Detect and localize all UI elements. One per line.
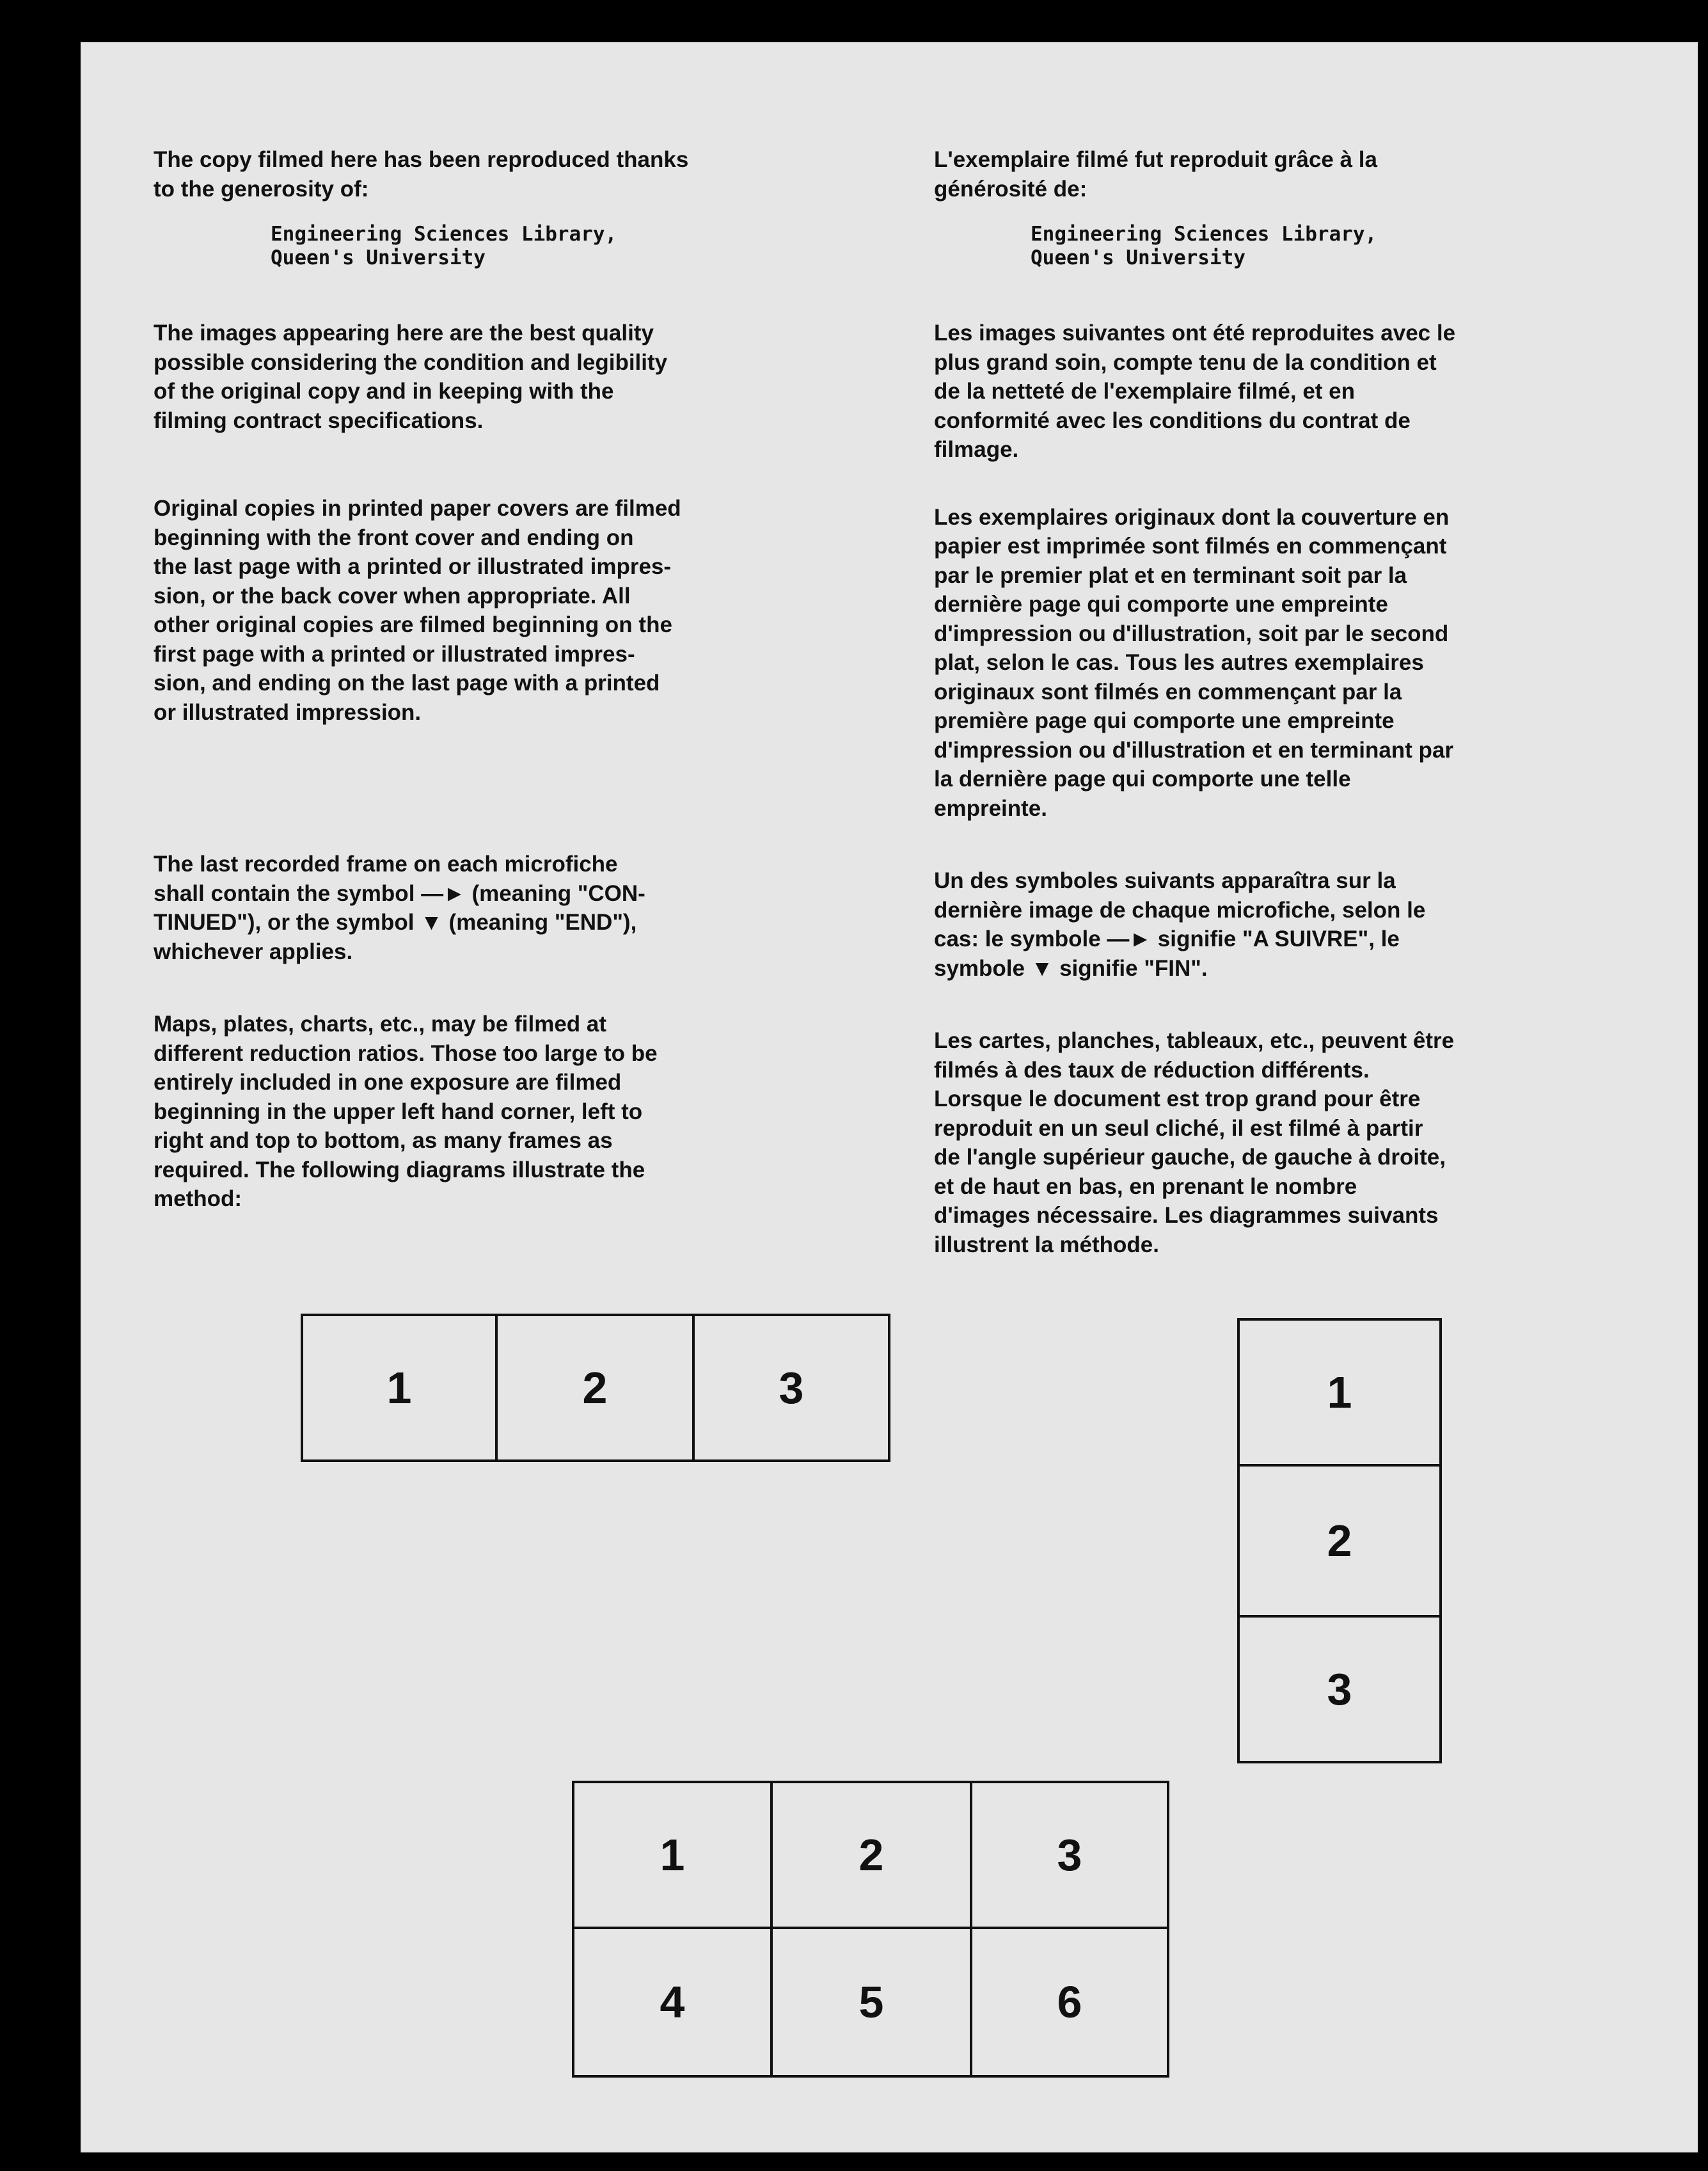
english-column [154,145,819,1214]
frame-cell: 2 [495,1314,695,1462]
english-paragraph-quality: The images appearing here are the best quality possible considering the condition and legibility of the original copy and in keeping with the filming contract specifications. [154,321,668,433]
frame-cell: 3 [692,1314,890,1462]
english-intro: The copy filmed here has been reproduced thanks to the generosity of: [154,147,689,202]
frame-cell: 6 [970,1927,1169,2078]
frame-cell: 4 [572,1927,773,2078]
frame-cell: 2 [770,1781,972,1929]
english-paragraph-originals: Original copies in printed paper covers are filmed beginning with the front cover and ending on the last page with a printed or illustrated impres- sion, or the back cover when appropriate. All other original copies are filmed beginning on the first page with a printed or illustrated impres- sion, and ending on the last page with a printed or illustrated impression. [154,496,681,725]
vertical-frame-diagram [1237,1318,1442,1763]
grid-frame-diagram [572,1781,1169,2078]
french-paragraph-maps: Les cartes, planches, tableaux, etc., peuvent être filmés à des taux de réduction différents. Lorsque le document est trop grand pour être reproduit en un seul cliché, il est filmé à partir de l'angle supérieur gauche, de gauche à droite, et de haut en bas, en prenant le nombre d'images nécessaire. Les diagrammes suivants illustrent la méthode. [934,1028,1455,1257]
frame-cell: 1 [1237,1318,1442,1467]
horizontal-frame-diagram [301,1314,890,1462]
english-library-name: Engineering Sciences Library, Queen's University [271,223,617,269]
french-paragraph-symbols: Un des symboles suivants apparaîtra sur la dernière image de chaque microfiche, selon le cas: le symbole ―► signifie "A SUIVRE", le symbole ▼ signifie "FIN". [934,868,1426,981]
frame-cell: 3 [970,1781,1169,1929]
frame-cell: 1 [301,1314,498,1462]
frame-cell: 5 [770,1927,972,2078]
french-library-name: Engineering Sciences Library, Queen's University [1031,223,1377,269]
french-paragraph-quality: Les images suivantes ont été reproduites avec le plus grand soin, compte tenu de la condition et de la netteté de l'exemplaire filmé, et en conformité avec les conditions du contrat de filmage. [934,321,1456,462]
french-column [934,145,1599,1259]
frame-cell: 1 [572,1781,773,1929]
french-intro: L'exemplaire filmé fut reproduit grâce à la générosité de: [934,147,1377,202]
french-paragraph-originals: Les exemplaires originaux dont la couverture en papier est imprimée sont filmés en commençant par le premier plat et en terminant soit par la dernière page qui comporte une empreinte d'impression ou d'illustration, soit par le second plat, selon le cas. Tous les autres exemplaires originaux sont filmés en commençant par la première page qui comporte une empreinte d'impression ou d'illustration et en terminant par la dernière page qui comporte une telle empreinte. [934,504,1454,821]
document-page [81,42,1698,2152]
frame-cell: 3 [1237,1615,1442,1763]
english-paragraph-maps: Maps, plates, charts, etc., may be filmed at different reduction ratios. Those too large to be entirely included in one exposure are filmed beginning in the upper left hand corner, left to right and top to bottom, as many frames as required. The following diagrams illustrate the method: [154,1012,658,1211]
english-paragraph-symbols: The last recorded frame on each microfiche shall contain the symbol ―► (meaning "CON- TINUED"), or the symbol ▼ (meaning "END"), whichever applies. [154,852,645,964]
frame-cell: 2 [1237,1464,1442,1618]
